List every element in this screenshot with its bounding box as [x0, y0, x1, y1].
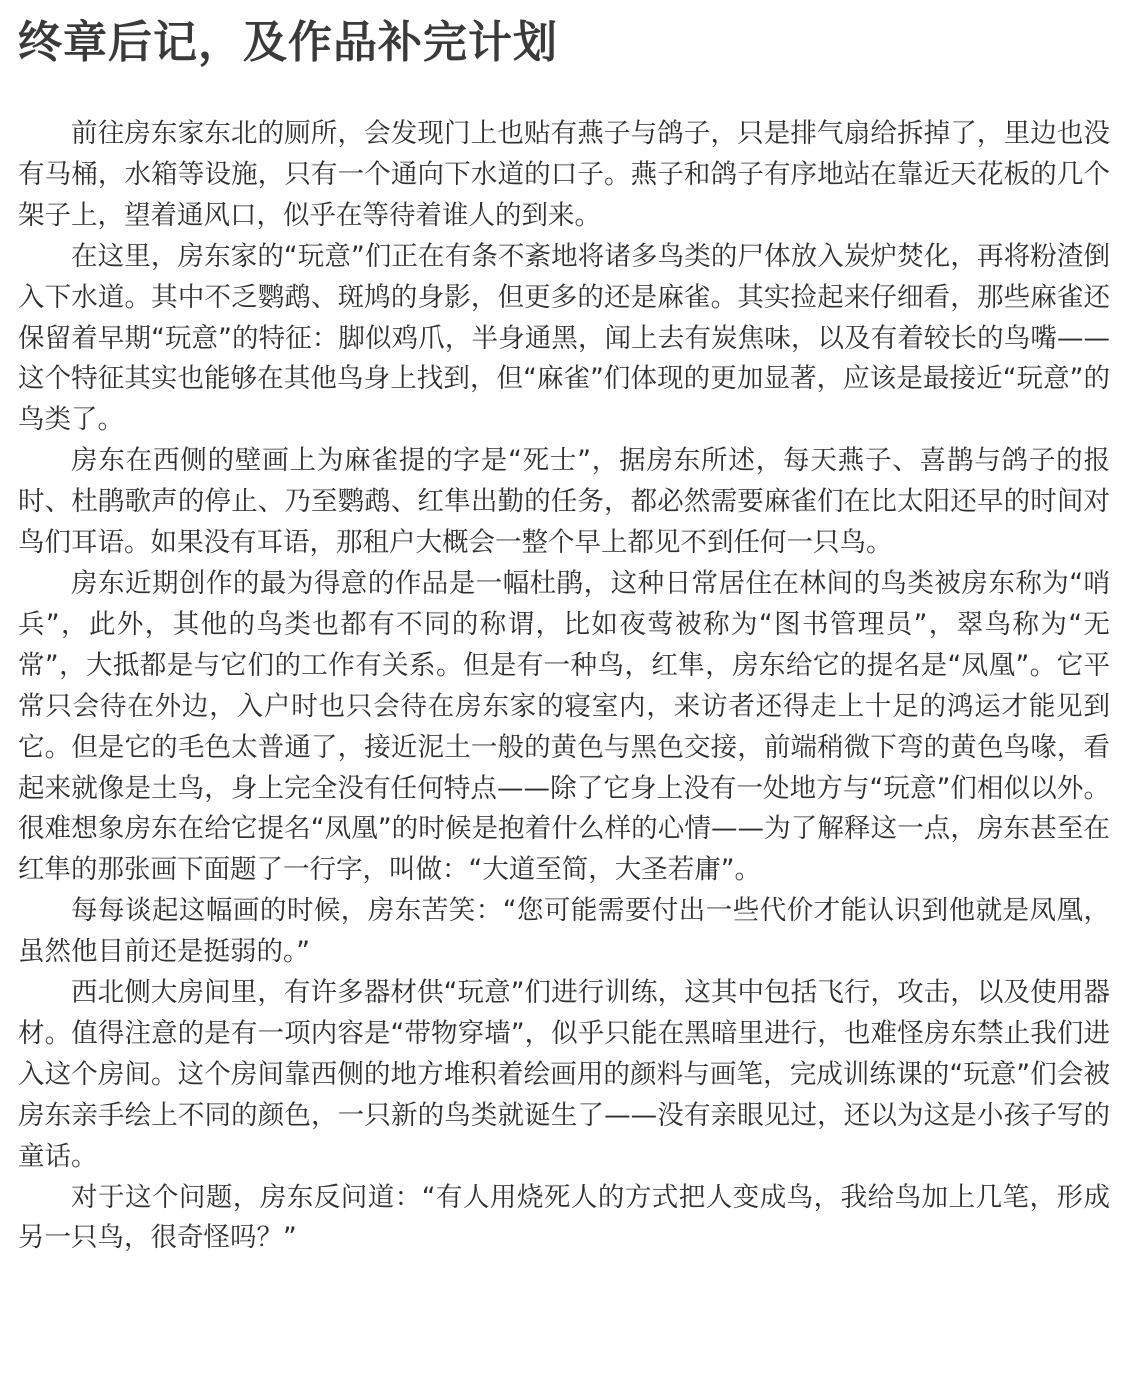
paragraph: 房东近期创作的最为得意的作品是一幅杜鹃，这种日常居住在林间的鸟类被房东称为“哨兵”，此外，其他的鸟类也都有不同的称谓，比如夜莺被称为“图书管理员”，翠鸟称为“无常”，大抵都是与它们的工作有关系。但是有一种鸟，红隼，房东给它的提名是“凤凰”。它平常只会待在外边，入户时也只会待在房东家的寝室内，来访者还得走上十足的鸿运才能见到它。但是它的毛色太普通了，接近泥土一般的黄色与黑色交接，前端稍微下弯的黄色鸟喙，看起来就像是土鸟，身上完全没有任何特点——除了它身上没有一处地方与“玩意”们相似以外。很难想象房东在给它提名“凤凰”的时候是抱着什么样的心情——为了解释这一点，房东甚至在红隼的那张画下面题了一行字，叫做：“大道至简，大圣若庸”。 [18, 567, 1110, 886]
article-body [18, 114, 1110, 1259]
article-title: 终章后记，及作品补完计划 [18, 17, 558, 68]
paragraph: 前往房东家东北的厕所，会发现门上也贴有燕子与鸽子，只是排气扇给拆掉了，里边也没有马桶，水箱等设施，只有一个通向下水道的口子。燕子和鸽子有序地站在靠近天花板的几个架子上，望着通风口，似乎在等待着谁人的到来。 [18, 118, 1110, 231]
document-page [18, 10, 1110, 1259]
paragraph: 每每谈起这幅画的时候，房东苦笑：“您可能需要付出一些代价才能认识到他就是凤凰，虽然他目前还是挺弱的。” [18, 895, 1110, 968]
paragraph: 在这里，房东家的“玩意”们正在有条不紊地将诸多鸟类的尸体放入炭炉焚化，再将粉渣倒入下水道。其中不乏鹦鹉、斑鸠的身影，但更多的还是麻雀。其实捡起来仔细看，那些麻雀还保留着早期“玩意”的特征：脚似鸡爪，半身通黑，闻上去有炭焦味，以及有着较长的鸟嘴——这个特征其实也能够在其他鸟身上找到，但“麻雀”们体现的更加显著，应该是最接近“玩意”的鸟类了。 [18, 240, 1110, 436]
paragraph: 西北侧大房间里，有许多器材供“玩意”们进行训练，这其中包括飞行，攻击，以及使用器材。值得注意的是有一项内容是“带物穿墙”，似乎只能在黑暗里进行，也难怪房东禁止我们进入这个房间。这个房间靠西侧的地方堆积着绘画用的颜料与画笔，完成训练课的“玩意”们会被房东亲手绘上不同的颜色，一只新的鸟类就诞生了——没有亲眼见过，还以为这是小孩子写的童话。 [18, 977, 1110, 1172]
paragraph: 对于这个问题，房东反问道：“有人用烧死人的方式把人变成鸟，我给鸟加上几笔，形成另一只鸟，很奇怪吗？” [18, 1181, 1110, 1254]
paragraph: 房东在西侧的壁画上为麻雀提的字是“死士”，据房东所述，每天燕子、喜鹊与鸽子的报时、杜鹃歌声的停止、乃至鹦鹉、红隼出勤的任务，都必然需要麻雀们在比太阳还早的时间对鸟们耳语。如果没有耳语，那租户大概会一整个早上都见不到任何一只鸟。 [18, 445, 1110, 559]
